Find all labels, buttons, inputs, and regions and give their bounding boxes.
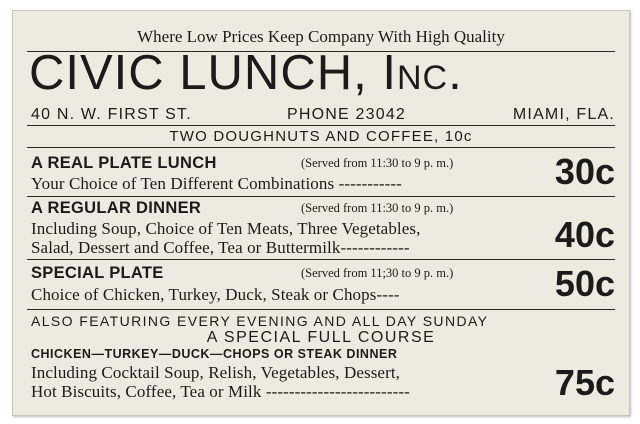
menu-item-title: A REGULAR DINNER — [31, 199, 202, 217]
menu-item-hours: (Served from 11:30 to 9 p. m.) — [301, 201, 454, 215]
menu-item-description: Salad, Dessert and Coffee, Tea or Buttermilk------------ — [31, 238, 410, 257]
street-address: 40 N. W. FIRST ST. — [31, 106, 192, 123]
phone-number: PHONE 23042 — [287, 106, 407, 123]
menu-card — [12, 10, 630, 416]
feature-description: Including Cocktail Soup, Relish, Vegetables, Dessert, — [31, 363, 401, 382]
menu-item-description: Your Choice of Ten Different Combinations ----------- — [31, 174, 402, 193]
divider — [27, 196, 615, 197]
menu-item-price: 30c — [554, 151, 615, 192]
menu-item-price: 50c — [554, 263, 615, 304]
feature-title: A SPECIAL FULL COURSE — [206, 329, 436, 346]
menu-item-description: Including Soup, Choice of Ten Meats, Three Vegetables, — [31, 219, 421, 238]
restaurant-name — [29, 46, 463, 100]
city: MIAMI, FLA. — [512, 106, 615, 123]
feature-price: 75c — [554, 362, 615, 403]
menu-item-price: 40c — [554, 214, 615, 255]
divider — [27, 125, 615, 126]
restaurant-name-main: CIVIC LUNCH, — [29, 46, 368, 100]
divider — [27, 309, 615, 310]
menu-item-title: SPECIAL PLATE — [31, 264, 164, 282]
feature-subtitle: CHICKEN—TURKEY—DUCK—CHOPS OR STEAK DINNER — [31, 347, 398, 361]
feature-description: Hot Biscuits, Coffee, Tea or Milk ------------------------- — [31, 382, 410, 401]
restaurant-name-suffix: Inc. — [382, 46, 463, 100]
tagline: Where Low Prices Keep Company With High Quality — [137, 27, 505, 46]
menu-item-title: A REAL PLATE LUNCH — [31, 154, 217, 172]
feature-banner: ALSO FEATURING EVERY EVENING AND ALL DAY SUNDAY — [31, 313, 489, 329]
divider — [27, 147, 615, 148]
doughnut-offer: TWO DOUGHNUTS AND COFFEE, 10c — [169, 128, 473, 145]
divider — [27, 259, 615, 260]
menu-item-hours: (Served from 11;30 to 9 p. m.) — [301, 266, 454, 280]
menu-item-description: Choice of Chicken, Turkey, Duck, Steak or Chops---- — [31, 285, 400, 304]
menu-item-hours: (Served from 11:30 to 9 p. m.) — [301, 156, 454, 170]
